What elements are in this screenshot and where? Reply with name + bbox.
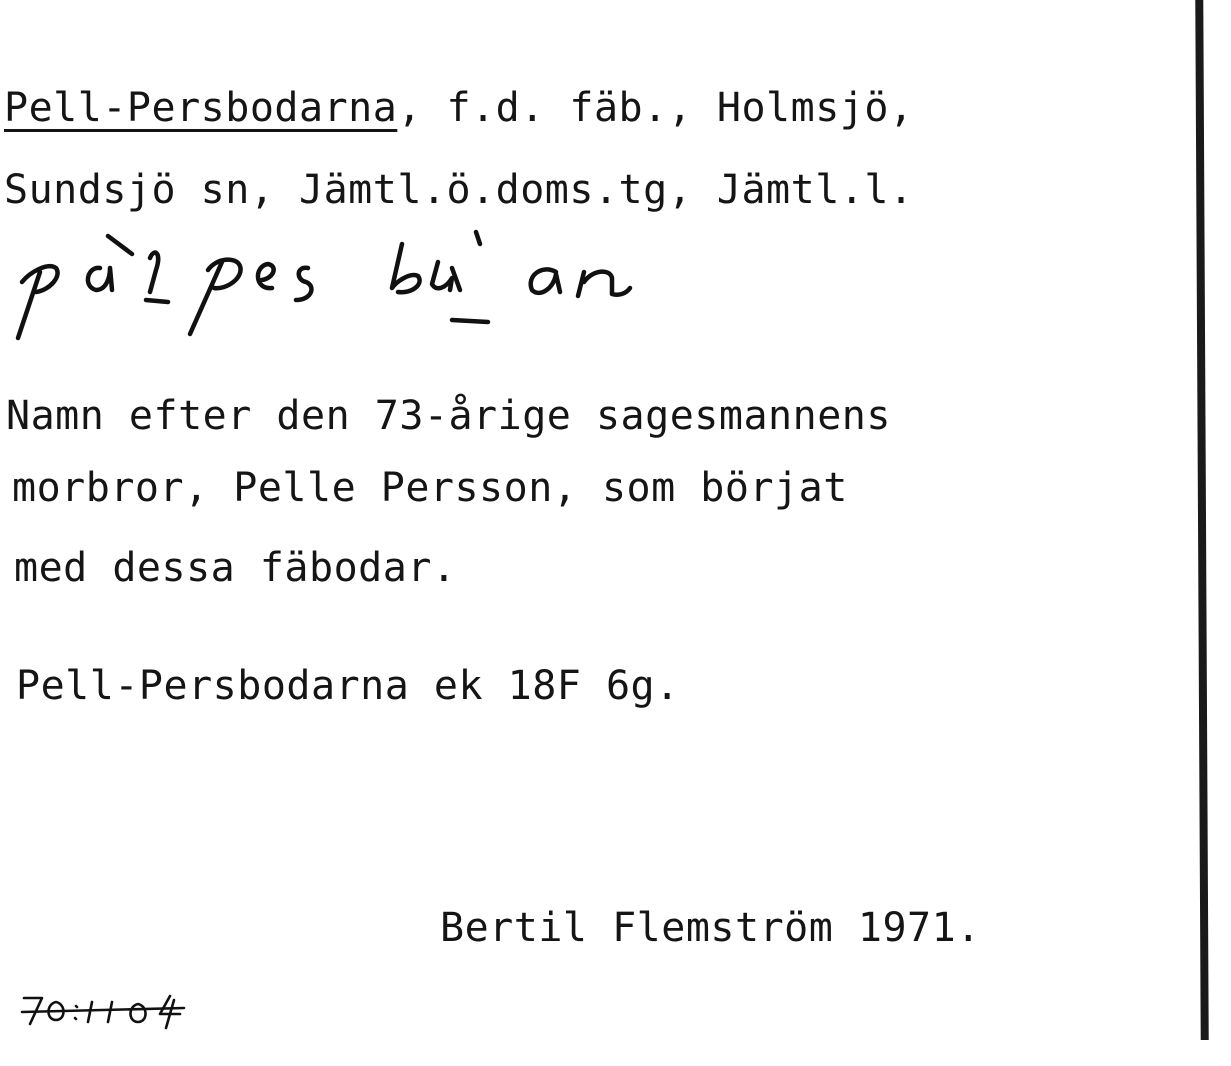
signature-line: Bertil Flemström 1971. xyxy=(440,905,981,951)
body-line-3: med dessa fäbodar. xyxy=(14,545,457,591)
body-line-1: Namn efter den 73-årige sagesmannens xyxy=(6,393,891,439)
card-edge-line xyxy=(1195,0,1208,1040)
reference-line: Pell-Persbodarna ek 18F 6g. xyxy=(16,663,680,709)
place-name: Pell-Persbodarna xyxy=(4,85,398,131)
handwritten-pronunciation xyxy=(0,0,700,360)
body-line-2: morbror, Pelle Persson, som börjat xyxy=(12,465,848,511)
archive-number-struck xyxy=(20,990,200,1030)
location-line: Sundsjö sn, Jämtl.ö.doms.tg, Jämtl.l. xyxy=(4,167,914,213)
place-description: , f.d. fäb., Holmsjö, xyxy=(397,85,914,131)
